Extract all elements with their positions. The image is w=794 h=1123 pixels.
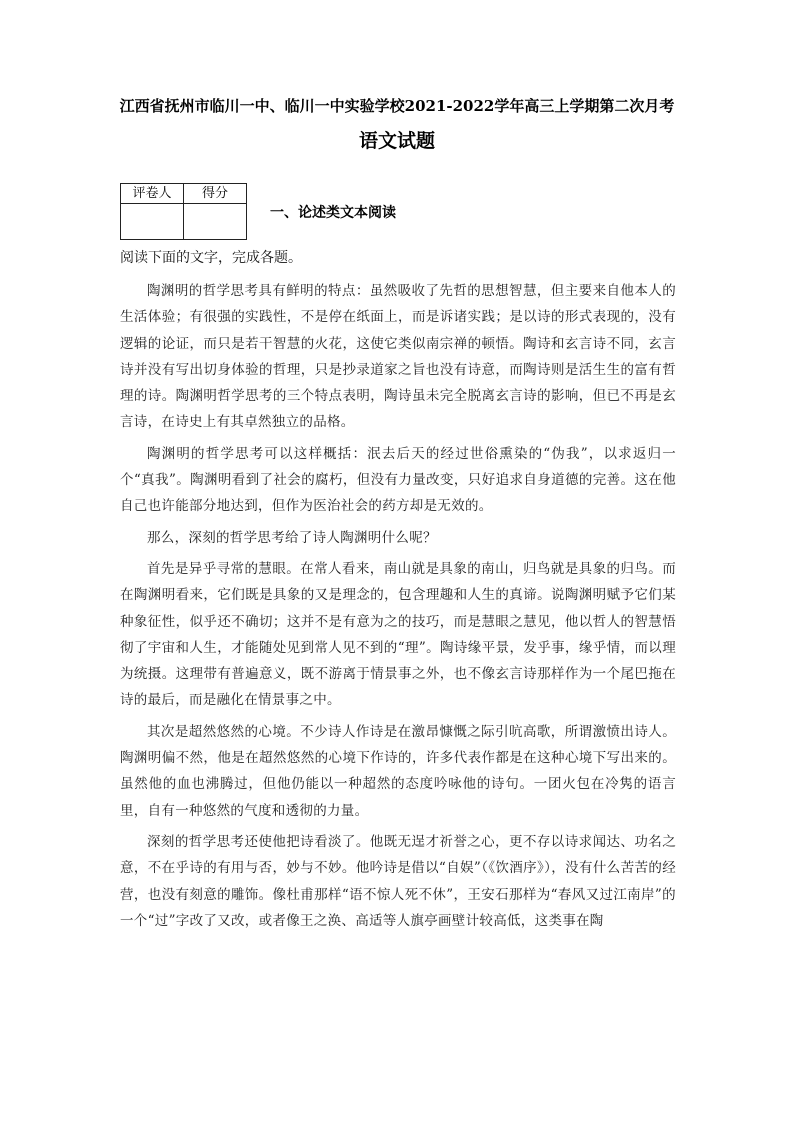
- score-box: [120, 183, 247, 240]
- reading-instruction: 阅读下面的文字，完成各题。: [120, 250, 302, 266]
- passage-paragraph-2: 陶渊明的哲学思考可以这样概括：泯去后天的经过世俗熏染的“伪我”，以求返归一个“真我”。陶渊明看到了社会的腐朽，但没有力量改变，只好追求自身道德的完善。这在他自己也许能部分地达到，但作为医治社会的药方却是无效的。: [120, 445, 676, 515]
- passage-paragraph-5: 其次是超然悠然的心境。不少诗人作诗是在激昂慷慨之际引吭高歌，所谓激愤出诗人。陶渊明偏不然，他是在超然悠然的心境下作诗的，许多代表作都是在这种心境下写出来的。虽然他的血也沸腾过，但他仍能以一种超然的态度吟咏他的诗句。一团火包在冷隽的语言里，自有一种悠然的气度和透彻的力量。: [120, 723, 676, 819]
- exam-title: 江西省抚州市临川一中、临川一中实验学校2021-2022学年高三上学期第二次月考: [119, 97, 675, 115]
- reading-passage: [120, 278, 676, 939]
- passage-paragraph-6: 深刻的哲学思考还使他把诗看淡了。他既无逞才祈誉之心，更不存以诗求闻达、功名之意，不在乎诗的有用与否，妙与不妙。他吟诗是借以“自娱”（《饮酒序》），没有什么苦苦的经营，也没有刻意的雕饰。像杜甫那样“语不惊人死不休”，王安石那样为“春风又过江南岸”的一个“过”字改了又改，或者像王之涣、高适等人旗亭画壁计较高低，这类事在陶: [120, 833, 676, 929]
- subject-title: 语文试题: [358, 130, 435, 152]
- section-heading: 一、论述类文本阅读: [270, 205, 396, 221]
- score-label: 得分: [184, 184, 247, 204]
- grader-cell: [121, 204, 184, 240]
- passage-paragraph-3: 那么，深刻的哲学思考给了诗人陶渊明什么呢？: [147, 529, 437, 546]
- score-cell: [184, 204, 247, 240]
- grader-label: 评卷人: [121, 184, 184, 204]
- passage-paragraph-4: 首先是异乎寻常的慧眼。在常人看来，南山就是具象的南山，归鸟就是具象的归鸟。而在陶渊明看来，它们既是具象的又是理念的，包含理趣和人生的真谛。说陶渊明赋予它们某种象征性，似乎还不确切；这并不是有意为之的技巧，而是慧眼之慧见，他以哲人的智慧悟彻了宇宙和人生，才能随处见到常人见不到的“理”。陶诗缘平景，发乎事，缘乎情，而以理为统摄。这理带有普遍意义，既不游离于情景事之外，也不像玄言诗那样作为一个尾巴拖在诗的最后，而是融化在情景事之中。: [120, 560, 676, 709]
- passage-paragraph-1: 陶渊明的哲学思考具有鲜明的特点：虽然吸收了先哲的思想智慧，但主要来自他本人的生活体验；有很强的实践性，不是停在纸面上，而是诉诸实践；是以诗的形式表现的，没有逻辑的论证，而只是若干智慧的火花，这使它类似南宗禅的顿悟。陶诗和玄言诗不同，玄言诗并没有写出切身体验的哲理，只是抄录道家之旨也没有诗意，而陶诗则是活生生的富有哲理的诗。陶渊明哲学思考的三个特点表明，陶诗虽未完全脱离玄言诗的影响，但已不再是玄言诗，在诗史上有其卓然独立的品格。: [120, 283, 676, 431]
